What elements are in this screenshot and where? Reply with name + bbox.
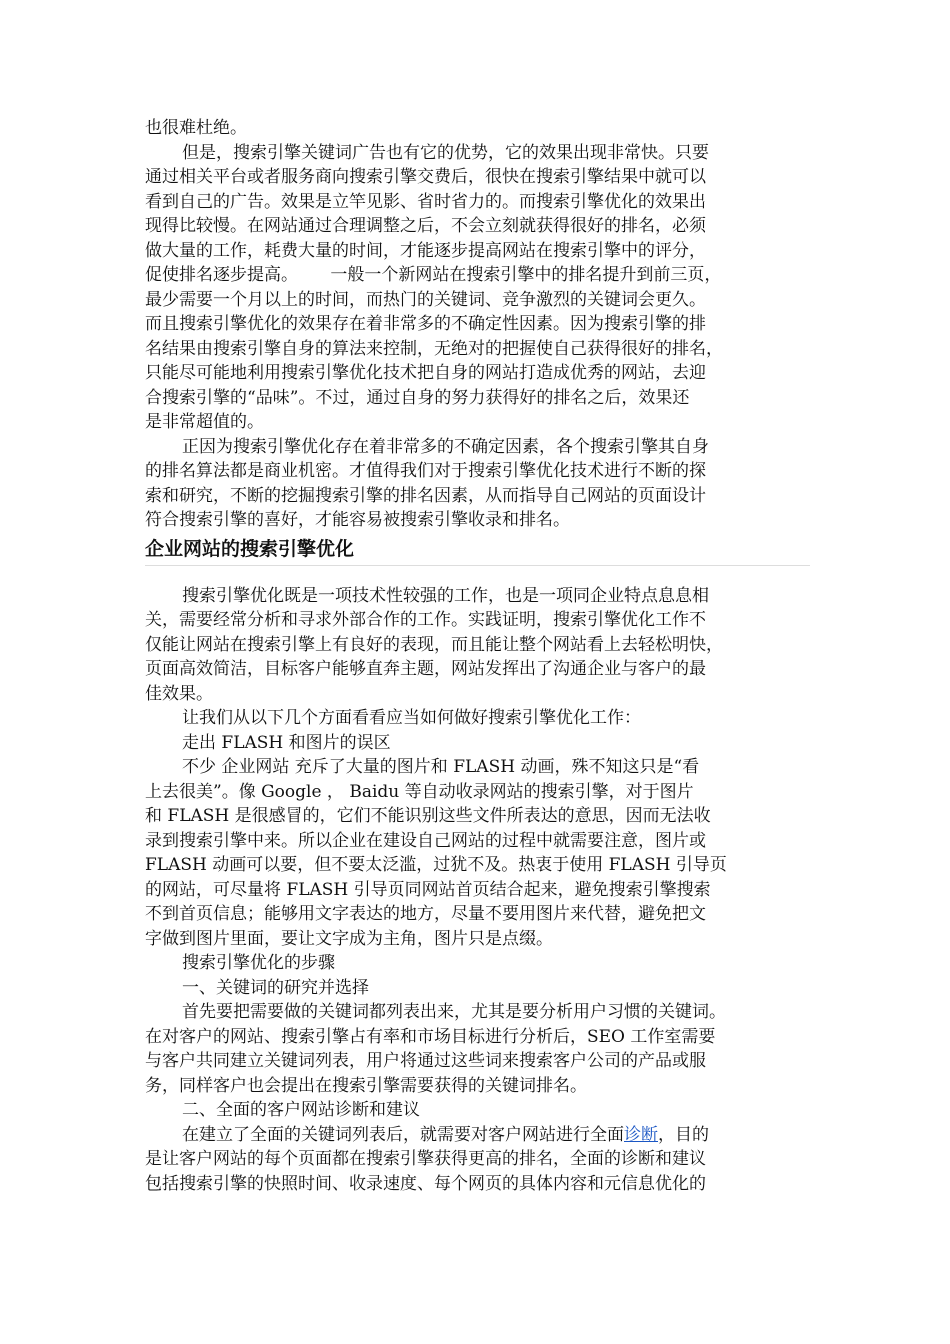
paragraph-first-line: 搜索引擎优化既是一项技术性较强的工作，也是一项同企业特点息息相 [182, 585, 709, 606]
text-line: 只能尽可能地利用搜索引擎优化技术把自身的网站打造成优秀的网站，去迎 [145, 363, 706, 383]
text-line: 也很难杜绝。 [145, 118, 247, 138]
text-segment: ，目的 [658, 1124, 709, 1145]
text-line: 合搜索引擎的“品味”。不过，通过自身的努力获得好的排名之后，效果还 [145, 387, 690, 408]
text-line: 关，需要经常分析和寻求外部合作的工作。实践证明，搜索引擎优化工作不 [145, 610, 706, 630]
text-line: 促使排名逐步提高。 一般一个新网站在搜索引擎中的排名提升到前三页， [145, 265, 722, 285]
paragraph-first-line: 不少 企业网站 充斥了大量的图片和 FLASH 动画，殊不知这只是“看 [182, 757, 700, 777]
text-line: 索和研究，不断的挖掘搜索引擎的排名因素，从而指导自己网站的页面设计 [145, 485, 706, 506]
paragraph-first-line [145, 1123, 810, 1148]
subsection-title: 走出 FLASH 和图片的误区 [182, 732, 391, 753]
text-line: 佳效果。 [145, 683, 213, 704]
paragraph-first-line: 首先要把需要做的关键词都列表出来，尤其是要分析用户习惯的关键词。 [182, 1002, 726, 1022]
step-title: 二、全面的客户网站诊断和建议 [182, 1100, 420, 1120]
text-line: FLASH 动画可以要，但不要太泛滥，过犹不及。热衷于使用 FLASH 引导页 [145, 855, 727, 875]
text-line: 是非常超值的。 [145, 412, 264, 432]
subsection-title: 搜索引擎优化的步骤 [182, 953, 335, 973]
paragraph-first-line: 让我们从以下几个方面看看应当如何做好搜索引擎优化工作： [182, 708, 641, 728]
text-line: 上去很美”。像 Google ， Baidu 等自动收录网站的搜索引擎，对于图片 [145, 781, 694, 802]
text-line: 和 FLASH 是很感冒的，它们不能识别这些文件所表达的意思，因而无法收 [145, 806, 711, 826]
text-line: 页面高效简洁，目标客户能够直奔主题，网站发挥出了沟通企业与客户的最 [145, 659, 706, 679]
text-line: 的网站，可尽量将 FLASH 引导页同网站首页结合起来，避免搜索引擎搜索 [145, 879, 711, 900]
section-heading: 企业网站的搜索引擎优化 [145, 535, 810, 566]
text-line: 做大量的工作，耗费大量的时间，才能逐步提高网站在搜索引擎中的评分， [145, 240, 706, 261]
text-line: 不到首页信息；能够用文字表达的地方，尽量不要用图片来代替，避免把文 [145, 904, 706, 924]
text-line: 现得比较慢。在网站通过合理调整之后，不会立刻就获得很好的排名，必须 [145, 216, 706, 236]
text-line: 通过相关平台或者服务商向搜索引擎交费后，很快在搜索引擎结果中就可以 [145, 167, 706, 187]
text-line: 与客户共同建立关键词列表，用户将通过这些词来搜索客户公司的产品或服 [145, 1051, 706, 1071]
paragraph-first-line: 但是，搜索引擎关键词广告也有它的优势，它的效果出现非常快。只要 [182, 142, 709, 163]
text-line: 字做到图片里面，要让文字成为主角，图片只是点缀。 [145, 928, 553, 949]
text-line: 名结果由搜索引擎自身的算法来控制，无绝对的把握使自己获得很好的排名， [145, 338, 723, 359]
diagnosis-link[interactable]: 诊断 [624, 1124, 658, 1145]
text-line: 仅能让网站在搜索引擎上有良好的表现，而且能让整个网站看上去轻松明快， [145, 634, 723, 655]
text-line: 录到搜索引擎中来。所以企业在建设自己网站的过程中就需要注意，图片或 [145, 830, 706, 851]
text-line: 包括搜索引擎的快照时间、收录速度、每个网页的具体内容和元信息优化的 [145, 1173, 706, 1194]
step-title: 一、关键词的研究并选择 [182, 977, 369, 998]
paragraph-first-line: 正因为搜索引擎优化存在着非常多的不确定因素，各个搜索引擎其自身 [182, 436, 709, 457]
document-page [145, 116, 810, 1196]
text-line: 务，同样客户也会提出在搜索引擎需要获得的关键词排名。 [145, 1075, 587, 1096]
text-line: 而且搜索引擎优化的效果存在着非常多的不确定性因素。因为搜索引擎的排 [145, 314, 706, 334]
text-line: 在对客户的网站、搜索引擎占有率和市场目标进行分析后，SEO 工作室需要 [145, 1026, 716, 1047]
text-line: 符合搜索引擎的喜好，才能容易被搜索引擎收录和排名。 [145, 510, 570, 530]
text-line: 的排名算法都是商业机密。才值得我们对于搜索引擎优化技术进行不断的探 [145, 461, 706, 481]
text-line: 看到自己的广告。效果是立竿见影、省时省力的。而搜索引擎优化的效果出 [145, 191, 706, 212]
text-line: 是让客户网站的每个页面都在搜索引擎获得更高的排名，全面的诊断和建议 [145, 1149, 706, 1169]
text-segment: 在建立了全面的关键词列表后，就需要对客户网站进行全面 [182, 1124, 624, 1145]
text-line: 最少需要一个月以上的时间，而热门的关键词、竞争激烈的关键词会更久。 [145, 289, 706, 310]
